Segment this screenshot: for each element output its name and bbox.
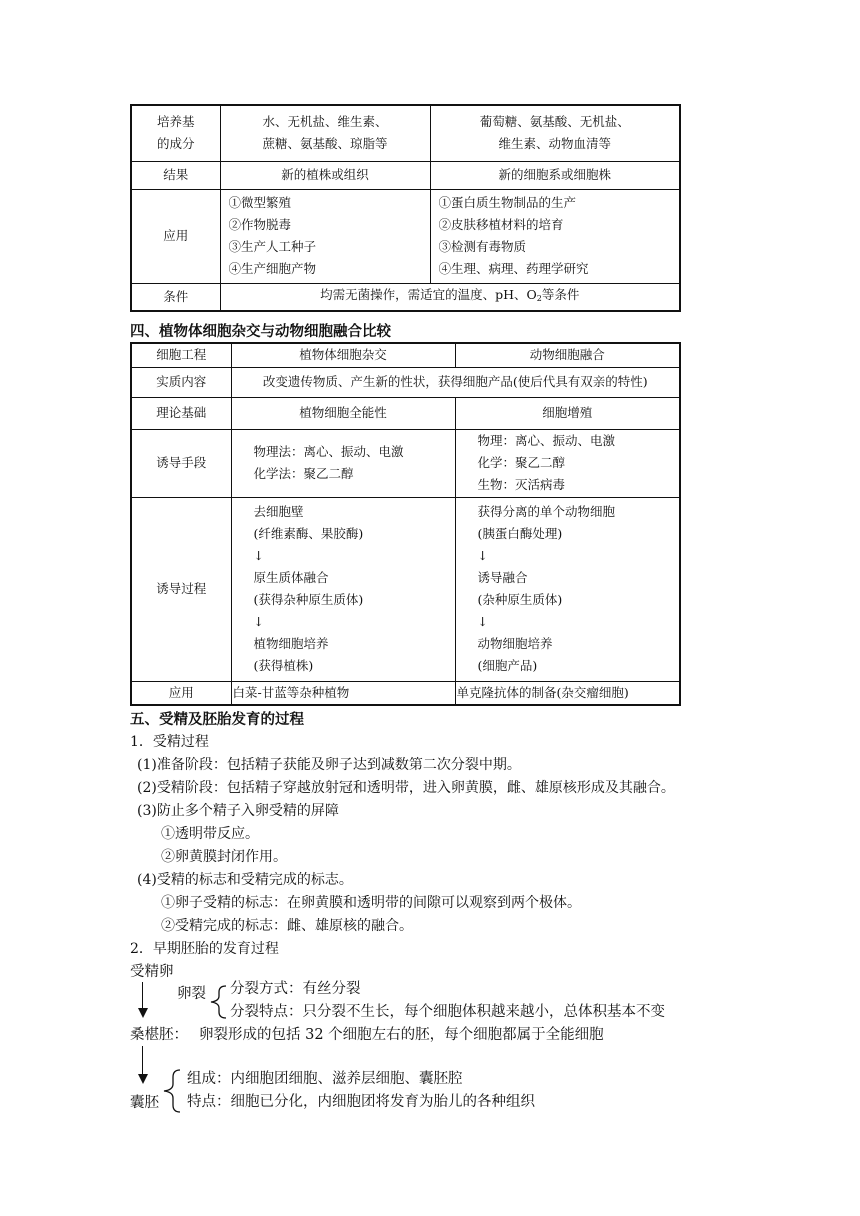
down-arrow-head [138,1074,148,1084]
row-label: 理论基础 [131,397,231,429]
blastocyst-feature: 特点：细胞已分化，内细胞团将发育为胎儿的各种组织 [187,1094,535,1110]
hybridization-comparison-table [130,342,681,706]
table-row [131,681,680,705]
culture-comparison-table [130,104,681,312]
table-cell: 新的细胞系或细胞株 [430,161,680,189]
table-cell: 物理：离心、振动、电激 化学：聚乙二醇 生物：灭活病毒 [455,429,680,497]
list-item: (1)准备阶段：包括精子获能及卵子达到减数第二次分裂中期。 [137,757,521,773]
column-header: 细胞工程 [131,343,231,367]
list-item: (3)防止多个精子入卵受精的屏障 [137,803,339,819]
table-row [131,161,680,189]
table-cell: 均需无菌操作，需适宜的温度、pH、$O_2$等条件 [220,283,680,311]
table-cell: 细胞增殖 [455,397,680,429]
row-label: 诱导手段 [131,429,231,497]
section5-heading: 五、受精及胚胎发育的过程 [130,712,304,728]
subsection-title: 1．受精过程 [130,734,209,750]
left-brace-icon [205,982,231,1022]
fertilized-egg-label: 受精卵 [130,964,174,980]
list-item: ②卵黄膜封闭作用。 [161,849,287,865]
table-row [131,283,680,311]
table-row [131,497,680,681]
column-header: 动物细胞融合 [455,343,680,367]
row-label: 条件 [131,283,220,311]
table-row [131,429,680,497]
down-arrow-icon [142,982,143,1008]
list-item: ②受精完成的标志：雌、雄原核的融合。 [161,918,413,934]
down-arrow-head [138,1008,148,1018]
morula-description: 卵裂形成的包括 32 个细胞左右的胚，每个细胞都属于全能细胞 [199,1027,604,1043]
table-cell: ①蛋白质生物制品的生产 ②皮肤移植材料的培育 ③检测有毒物质 ④生理、病理、药理学研究 [430,189,680,283]
blastocyst-label: 囊胚 [130,1095,159,1111]
table-cell: 物理法：离心、振动、电激 化学法：聚乙二醇 [231,429,455,497]
cleavage-feature: 分裂特点：只分裂不生长，每个细胞体积越来越小，总体积基本不变 [230,1004,665,1020]
table-cell: ①微型繁殖 ②作物脱毒 ③生产人工种子 ④生产细胞产物 [220,189,430,283]
table-row [131,397,680,429]
table-row [131,367,680,397]
table-cell: 改变遗传物质、产生新的性状，获得细胞产品(使后代具有双亲的特性) [231,367,680,397]
cleavage-mode: 分裂方式：有丝分裂 [230,981,361,997]
section4-heading: 四、植物体细胞杂交与动物细胞融合比较 [130,324,391,340]
row-label: 实质内容 [131,367,231,397]
table-header-row [131,343,680,367]
cleavage-label: 卵裂 [177,986,206,1002]
table-cell: 植物细胞全能性 [231,397,455,429]
row-label: 诱导过程 [131,497,231,681]
row-label: 应用 [131,681,231,705]
table-cell: 单克隆抗体的制备(杂交瘤细胞) [455,681,680,705]
subsection-title: 2．早期胚胎的发育过程 [130,941,279,957]
list-item: ①卵子受精的标志：在卵黄膜和透明带的间隙可以观察到两个极体。 [161,895,581,911]
list-item: (4)受精的标志和受精完成的标志。 [137,872,353,888]
blastocyst-composition: 组成：内细胞团细胞、滋养层细胞、囊胚腔 [187,1071,463,1087]
table-cell: 新的植株或组织 [220,161,430,189]
table-cell: 白菜-甘蓝等杂种植物 [231,681,455,705]
left-brace-icon [158,1066,186,1116]
row-label: 结果 [131,161,220,189]
down-arrow-icon: ↓ [477,614,488,629]
list-item: (2)受精阶段：包括精子穿越放射冠和透明带，进入卵黄膜，雌、雄原核形成及其融合。 [137,780,675,796]
row-label: 应用 [131,189,220,283]
table-cell: 去细胞壁 (纤维素酶、果胶酶) ↓ 原生质体融合 (获得杂种原生质体) ↓ 植物细胞培养 (获得植株) [231,497,455,681]
down-arrow-icon [142,1046,143,1074]
morula-label: 桑椹胚： [130,1027,188,1043]
table-cell: 葡萄糖、氨基酸、无机盐、 维生素、动物血清等 [430,105,680,161]
table-cell: 获得分离的单个动物细胞 (胰蛋白酶处理) ↓ 诱导融合 (杂种原生质体) ↓ 动物细胞培养 (细胞产品) [455,497,680,681]
table-cell: 水、无机盐、维生素、 蔗糖、氨基酸、琼脂等 [220,105,430,161]
list-item: ①透明带反应。 [161,826,259,842]
table-row [131,189,680,283]
column-header: 植物体细胞杂交 [231,343,455,367]
down-arrow-icon: ↓ [253,614,264,629]
down-arrow-icon: ↓ [477,548,488,563]
row-label: 培养基 的成分 [131,105,220,161]
table-row [131,105,680,161]
down-arrow-icon: ↓ [253,548,264,563]
